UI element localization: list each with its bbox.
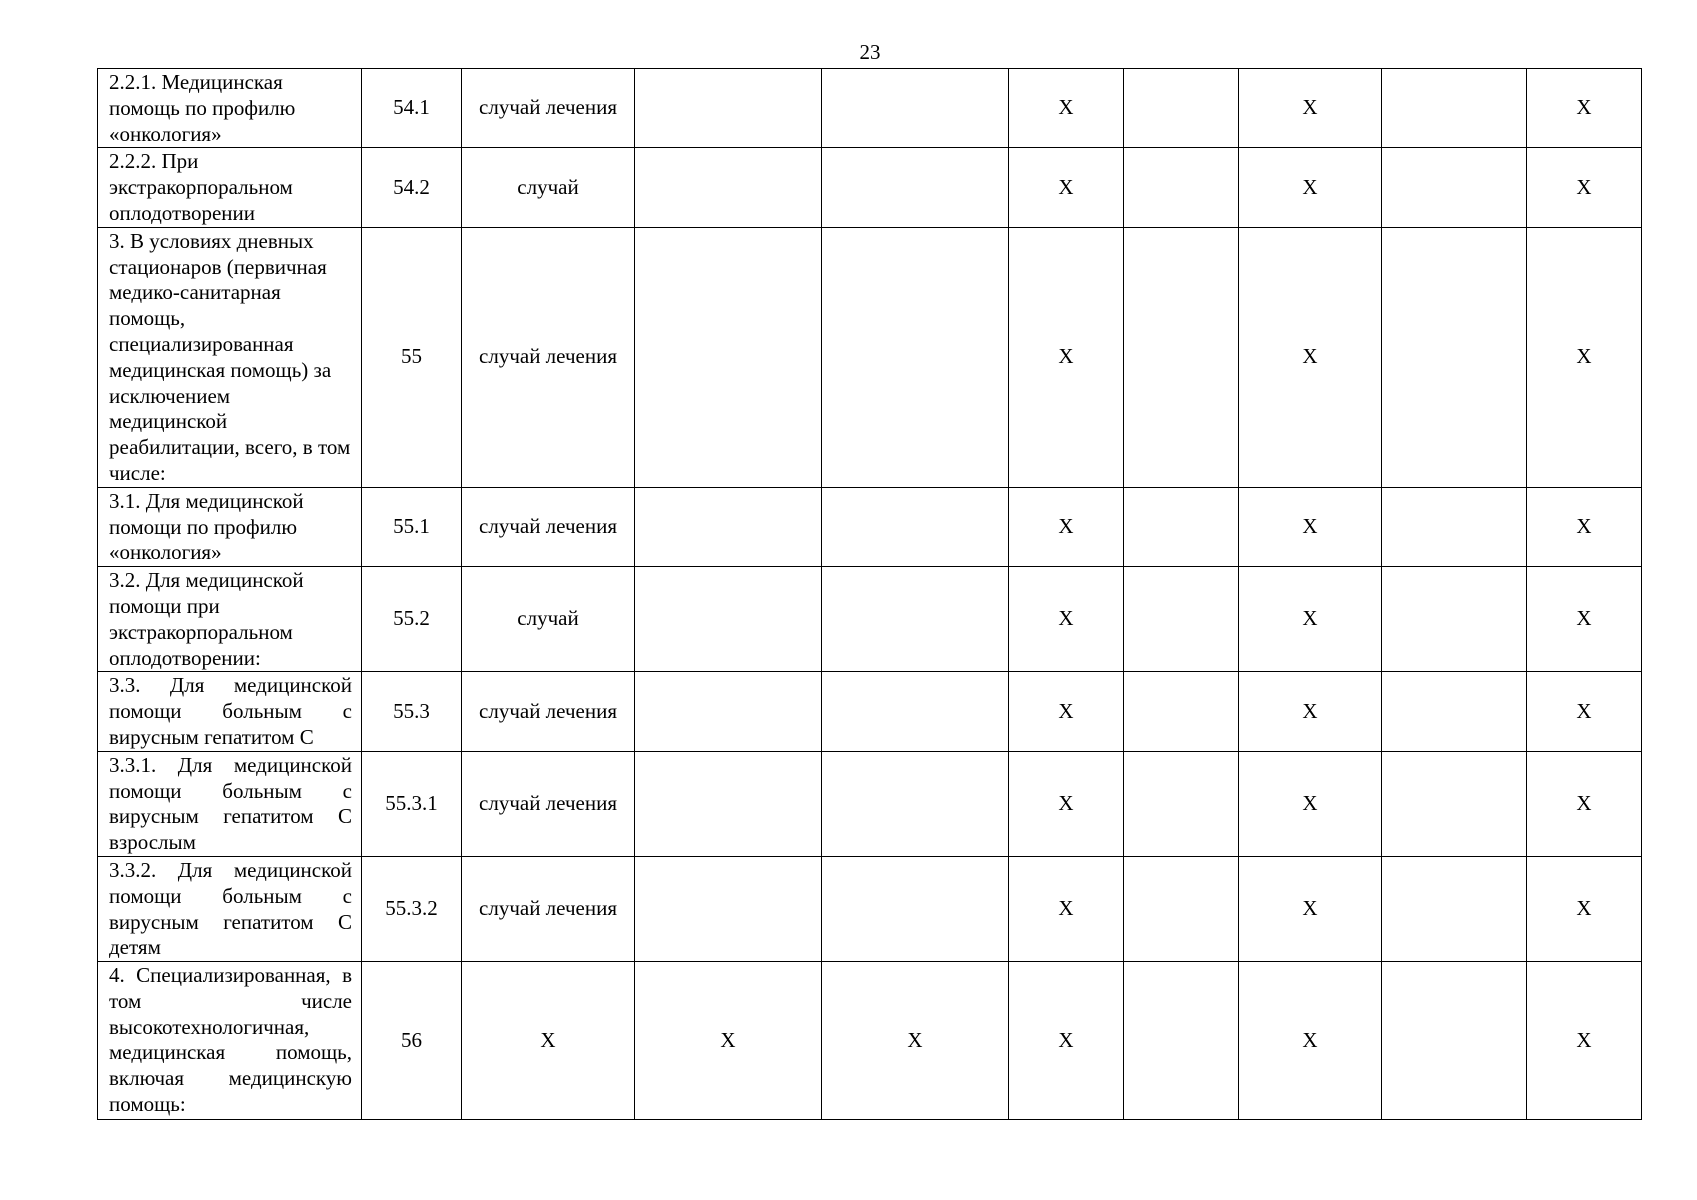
row-name: 4. Специализированная, в том числе высокотехнологичная, медицинская помощь, включая медицинскую помощь: — [109, 963, 352, 1117]
row-value-cell — [1124, 962, 1239, 1120]
row-name-cell — [98, 487, 362, 566]
row-name: 3.3.1. Для медицинской помощи больным с вирусным гепатитом С взрослым — [109, 752, 352, 855]
row-value-cell: X — [1239, 856, 1382, 961]
row-code-cell: 55 — [362, 227, 462, 487]
table-row — [98, 962, 1642, 1120]
row-value-cell — [635, 856, 822, 961]
row-value-cell — [1382, 227, 1527, 487]
row-value-cell: X — [1239, 672, 1382, 751]
row-name: 2.2.1. Медицинская помощь по профилю «онкология» — [109, 70, 296, 146]
row-value-cell: X — [1239, 227, 1382, 487]
row-value-cell: X — [822, 962, 1009, 1120]
row-code-cell: 55.2 — [362, 567, 462, 672]
row-value-cell — [1382, 751, 1527, 856]
row-value-cell — [1382, 672, 1527, 751]
row-unit-cell: случай лечения — [462, 69, 635, 148]
row-name: 3.3. Для медицинской помощи больным с вирусным гепатитом С — [109, 673, 352, 749]
row-value-cell — [822, 227, 1009, 487]
row-unit-cell: случай — [462, 567, 635, 672]
row-value-cell: X — [1239, 148, 1382, 227]
row-code-cell: 55.3 — [362, 672, 462, 751]
row-value-cell: X — [1239, 751, 1382, 856]
row-code-cell: 55.3.2 — [362, 856, 462, 961]
row-value-cell: X — [1527, 672, 1642, 751]
row-value-cell: X — [1009, 672, 1124, 751]
row-value-cell: X — [635, 962, 822, 1120]
row-value-cell — [635, 672, 822, 751]
row-value-cell: X — [1009, 962, 1124, 1120]
row-value-cell: X — [1527, 567, 1642, 672]
row-name-cell — [98, 751, 362, 856]
row-unit-cell: случай лечения — [462, 751, 635, 856]
table-row — [98, 227, 1642, 487]
row-value-cell: X — [1527, 487, 1642, 566]
row-value-cell — [635, 69, 822, 148]
row-value-cell — [1382, 487, 1527, 566]
row-name: 3.2. Для медицинской помощи при экстракорпоральном оплодотворении: — [109, 568, 304, 670]
row-unit-cell: случай лечения — [462, 672, 635, 751]
row-value-cell — [1382, 962, 1527, 1120]
row-name-cell — [98, 227, 362, 487]
row-code-cell: 56 — [362, 962, 462, 1120]
row-value-cell: X — [1239, 487, 1382, 566]
table-row — [98, 856, 1642, 961]
row-name-cell — [98, 856, 362, 961]
row-value-cell: X — [1009, 487, 1124, 566]
row-value-cell — [1124, 487, 1239, 566]
row-value-cell: X — [1527, 148, 1642, 227]
row-value-cell: X — [1009, 227, 1124, 487]
page-number: 23 — [859, 40, 881, 64]
row-name-cell — [98, 148, 362, 227]
row-value-cell — [1124, 227, 1239, 487]
row-code-cell: 54.1 — [362, 69, 462, 148]
row-value-cell — [822, 856, 1009, 961]
row-value-cell — [635, 487, 822, 566]
row-value-cell — [822, 69, 1009, 148]
row-name: 3.1. Для медицинской помощи по профилю «онкология» — [109, 488, 304, 565]
row-value-cell — [822, 487, 1009, 566]
row-value-cell — [1124, 148, 1239, 227]
row-value-cell: X — [1527, 69, 1642, 148]
table-row — [98, 69, 1642, 148]
row-value-cell — [1124, 69, 1239, 148]
row-name-cell — [98, 69, 362, 148]
row-name: 2.2.2. При экстракорпоральном оплодотворении — [109, 149, 293, 225]
row-value-cell: X — [1527, 227, 1642, 487]
row-value-cell: X — [1239, 567, 1382, 672]
row-value-cell: X — [1527, 856, 1642, 961]
data-table — [97, 68, 1642, 1120]
row-value-cell: X — [1009, 69, 1124, 148]
row-value-cell — [635, 148, 822, 227]
row-value-cell — [635, 567, 822, 672]
row-value-cell — [635, 751, 822, 856]
row-unit-cell: случай лечения — [462, 856, 635, 961]
row-name-cell — [98, 567, 362, 672]
row-value-cell: X — [1239, 69, 1382, 148]
row-value-cell — [1382, 567, 1527, 672]
row-value-cell — [822, 567, 1009, 672]
row-code-cell: 55.1 — [362, 487, 462, 566]
table-row — [98, 672, 1642, 751]
row-value-cell — [1382, 148, 1527, 227]
row-name: 3. В условиях дневных стационаров (первичная медико-санитарная помощь, специализированная медицинская помощь) за исключением медицинской реабилитации, всего, в том числе: — [109, 228, 351, 485]
row-value-cell: X — [1009, 148, 1124, 227]
row-unit-cell: X — [462, 962, 635, 1120]
row-value-cell: X — [1527, 751, 1642, 856]
row-value-cell — [635, 227, 822, 487]
row-value-cell — [1124, 856, 1239, 961]
row-name: 3.3.2. Для медицинской помощи больным с вирусным гепатитом С детям — [109, 857, 352, 960]
table-row — [98, 148, 1642, 227]
row-value-cell — [1382, 69, 1527, 148]
row-name-cell — [98, 962, 362, 1120]
row-value-cell: X — [1009, 567, 1124, 672]
row-value-cell — [1382, 856, 1527, 961]
row-value-cell — [822, 672, 1009, 751]
row-value-cell — [1124, 751, 1239, 856]
row-name-cell — [98, 672, 362, 751]
row-value-cell: X — [1239, 962, 1382, 1120]
row-unit-cell: случай — [462, 148, 635, 227]
table-row — [98, 751, 1642, 856]
row-code-cell: 54.2 — [362, 148, 462, 227]
row-value-cell — [822, 148, 1009, 227]
row-unit-cell: случай лечения — [462, 487, 635, 566]
row-unit-cell: случай лечения — [462, 227, 635, 487]
table-row — [98, 487, 1642, 566]
row-value-cell: X — [1527, 962, 1642, 1120]
row-value-cell — [1124, 672, 1239, 751]
row-value-cell: X — [1009, 856, 1124, 961]
row-value-cell: X — [1009, 751, 1124, 856]
row-value-cell — [1124, 567, 1239, 672]
row-value-cell — [822, 751, 1009, 856]
table-row — [98, 567, 1642, 672]
row-code-cell: 55.3.1 — [362, 751, 462, 856]
